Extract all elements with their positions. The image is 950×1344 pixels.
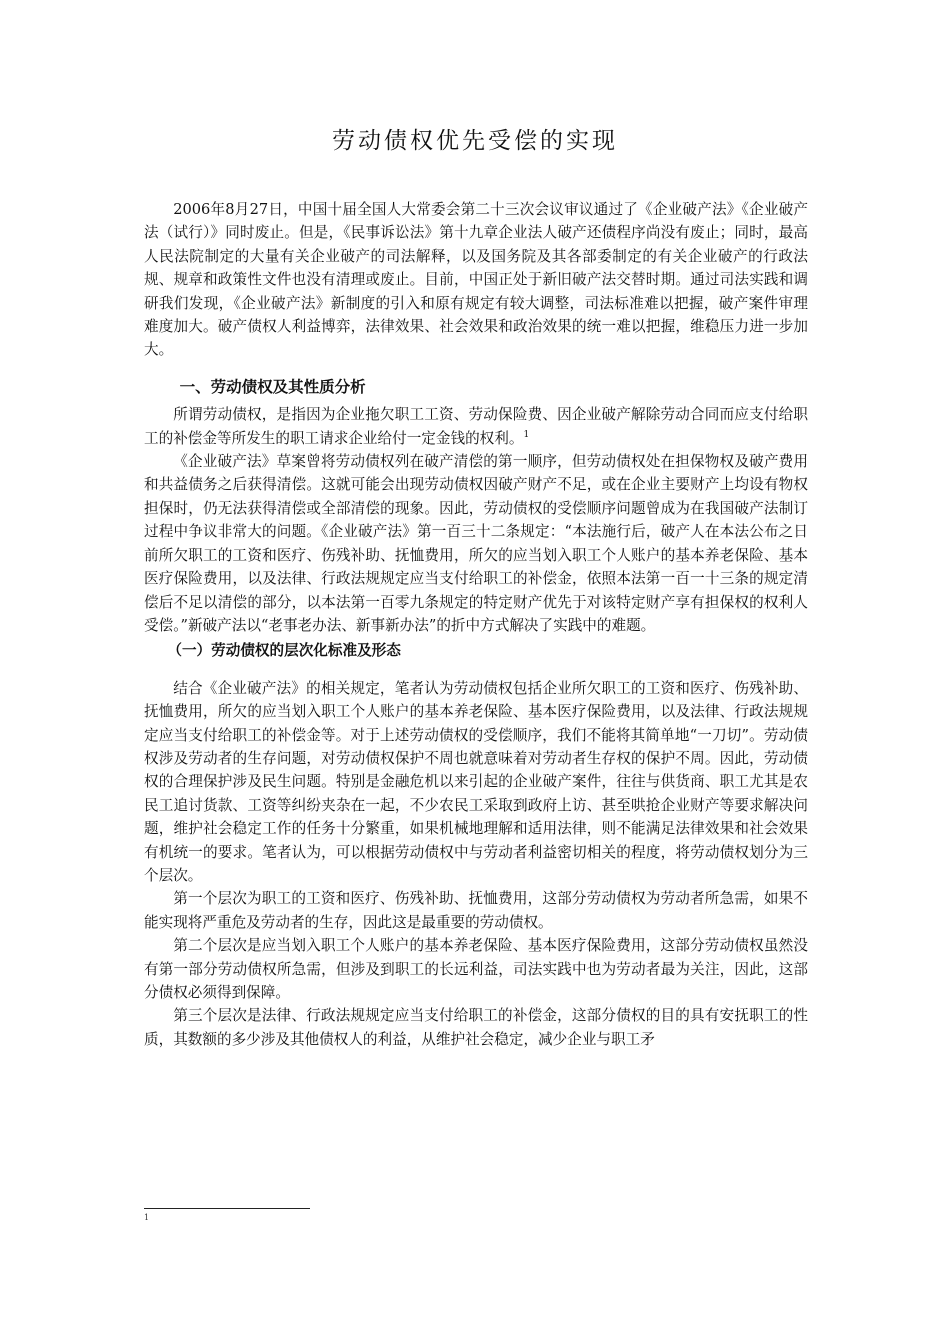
- footnote-reference[interactable]: 1: [523, 429, 530, 440]
- page-title: 劳动债权优先受偿的实现: [332, 128, 618, 154]
- law-paragraph: 《企业破产法》草案曾将劳动债权列在破产清偿的第一顺序，但劳动债权处在担保物权及破产费用和共益债务之后获得清偿。这就可能会出现劳动债权因破产财产不足，或在企业主要财产上均设有物权担保时，仍无法获得清偿或全部清偿的现象。因此，劳动债权的受偿顺序问题曾成为在我国破产法制订过程中争议非常大的问题。《企业破产法》第一百三十二条规定：“本法施行后，破产人在本法公布之日前所欠职工的工资和医疗、伤残补助、抚恤费用，所欠的应当划入职工个人账户的基本养老保险、基本医疗保险费用，以及法律、行政法规规定应当支付给职工的补偿金，依照本法第一百一十三条的规定清偿后不足以清偿的部分，以本法第一百零九条规定的特定财产优先于对该特定财产享有担保权的权利人受偿。”新破产法以“老事老办法、新事新办法”的折中方式解决了实践中的难题。: [144, 453, 808, 634]
- section-heading: 一、劳动债权及其性质分析: [179, 377, 366, 396]
- level-three-paragraph: 第三个层次是法律、行政法规规定应当支付给职工的补偿金，这部分债权的目的具有安抚职工的性质，其数额的多少涉及其他债权人的利益，从维护社会稳定，减少企业与职工矛: [144, 1007, 808, 1048]
- document-body: [144, 198, 808, 1051]
- definition-paragraph: [144, 403, 808, 450]
- subsection-heading: （一）劳动债权的层次化标准及形态: [167, 642, 401, 660]
- definition-text: 所谓劳动债权，是指因为企业拖欠职工工资、劳动保险费、因企业破产解除劳动合同而应支付给职工的补偿金等所发生的职工请求企业给付一定金钱的权利。: [144, 406, 808, 447]
- footnote-divider: [144, 1208, 310, 1209]
- level-one-paragraph: 第一个层次为职工的工资和医疗、伤残补助、抚恤费用，这部分劳动债权为劳动者所急需，如果不能实现将严重危及劳动者的生存，因此这是最重要的劳动债权。: [144, 890, 808, 931]
- analysis-paragraph: 结合《企业破产法》的相关规定，笔者认为劳动债权包括企业所欠职工的工资和医疗、伤残补助、抚恤费用，所欠的应当划入职工个人账户的基本养老保险、基本医疗保险费用，以及法律、行政法规规定应当支付给职工的补偿金等。对于上述劳动债权的受偿顺序，我们不能将其简单地“一刀切”。劳动债权涉及劳动者的生存问题，对劳动债权保护不周也就意味着对劳动者生存权的保护不周。因此，劳动债权的合理保护涉及民生问题。特别是金融危机以来引起的企业破产案件，往往与供货商、职工尤其是农民工追讨货款、工资等纠纷夹杂在一起，不少农民工采取到政府上访、甚至哄抢企业财产等要求解决问题，维护社会稳定工作的任务十分繁重，如果机械地理解和适用法律，则不能满足法律效果和社会效果有机统一的要求。笔者认为，可以根据劳动债权中与劳动者利益密切相关的程度，将劳动债权划分为三个层次。: [144, 679, 808, 884]
- intro-paragraph: 2006年8月27日，中国十届全国人大常委会第二十三次会议审议通过了《企业破产法》《企业破产法（试行）》同时废止。但是，《民事诉讼法》第十九章企业法人破产还债程序尚没有废止；同时，最高人民法院制定的大量有关企业破产的司法解释，以及国务院及其各部委制定的有关企业破产的行政法规、规章和政策性文件也没有清理或废止。目前，中国正处于新旧破产法交替时期。通过司法实践和调研我们发现，《企业破产法》新制度的引入和原有规定有较大调整，司法标准难以把握，破产案件审理难度加大。破产债权人利益博弈，法律效果、社会效果和政治效果的统一难以把握，维稳压力进一步加大。: [144, 201, 808, 359]
- footnote-marker: 1: [144, 1213, 150, 1222]
- level-two-paragraph: 第二个层次是应当划入职工个人账户的基本养老保险、基本医疗保险费用，这部分劳动债权虽然没有第一部分劳动债权所急需，但涉及到职工的长远利益，司法实践中也为劳动者最为关注，因此，这部分债权必须得到保障。: [144, 937, 808, 1001]
